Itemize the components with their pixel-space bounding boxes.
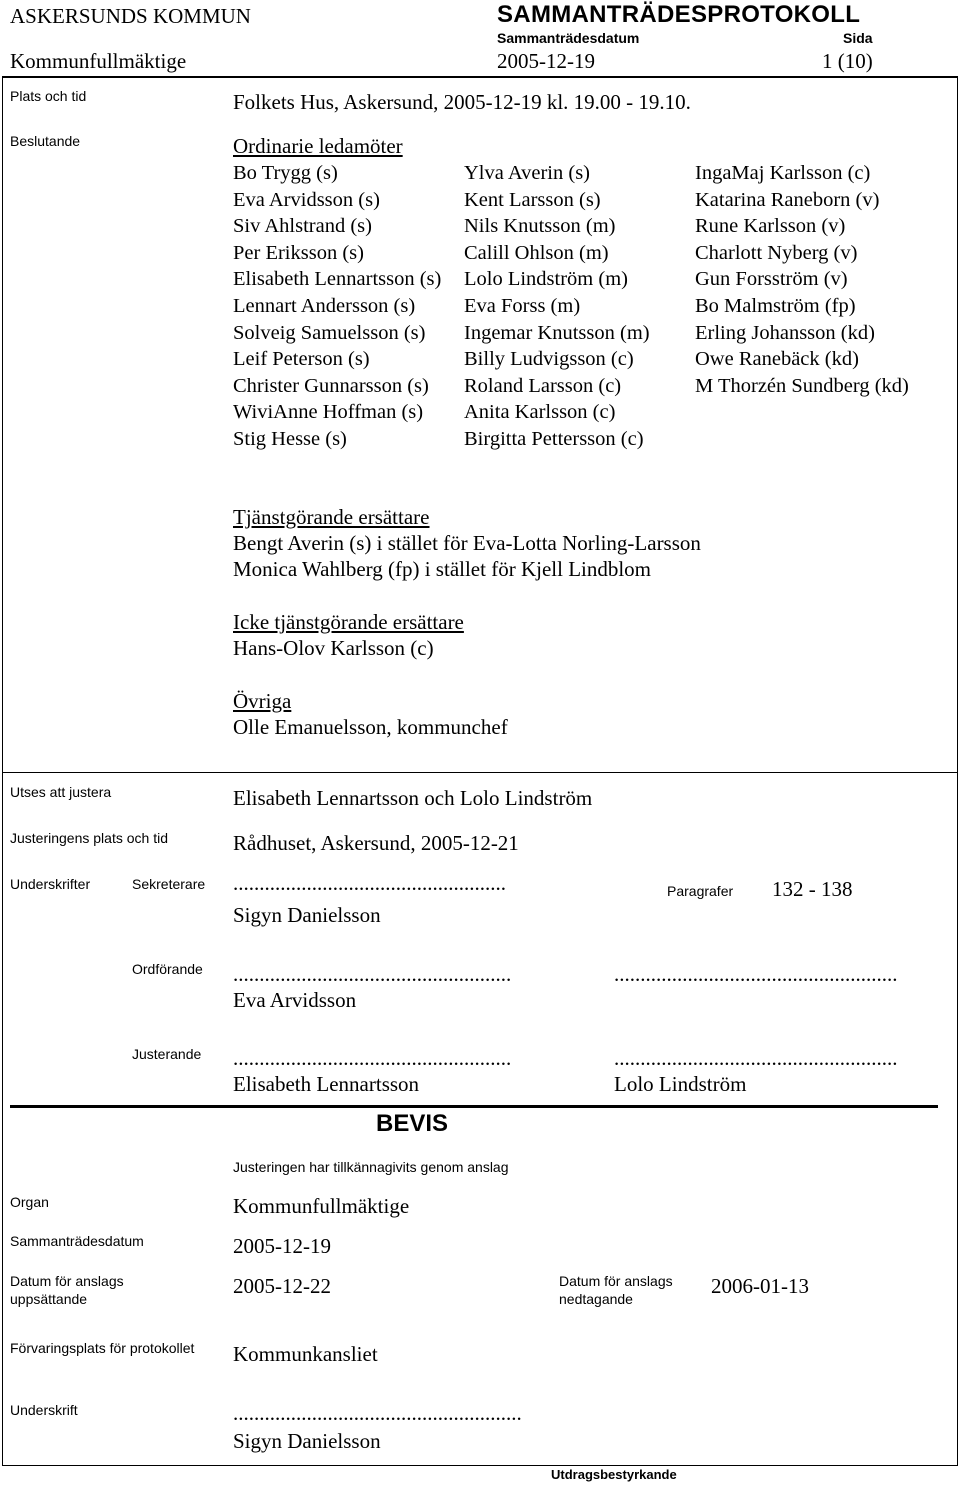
member-name: Birgitta Pettersson (c) xyxy=(464,427,644,450)
member-name: Lennart Andersson (s) xyxy=(233,294,416,317)
regular-members-heading: Ordinarie ledamöter xyxy=(233,134,403,158)
section-divider xyxy=(2,772,958,773)
chair-name: Eva Arvidsson xyxy=(233,988,357,1012)
signatures-label: Underskrifter xyxy=(10,876,91,892)
posted-label-line-1: Datum för anslags xyxy=(10,1273,124,1289)
serving-substitute-line: Bengt Averin (s) i stället för Eva-Lotta Norling-Larsson xyxy=(233,531,701,555)
signature-line: ....................................................... xyxy=(233,1401,522,1425)
date-column-label: Sammanträdesdatum xyxy=(497,30,640,46)
paragraphs-label: Paragrafer xyxy=(667,883,734,899)
removed-label-line-2: nedtagande xyxy=(559,1291,633,1307)
frame-bottom-border xyxy=(2,1465,958,1466)
nonserving-substitute-line: Hans-Olov Karlsson (c) xyxy=(233,636,434,660)
member-name: WiviAnne Hoffman (s) xyxy=(233,401,424,424)
member-name: Ylva Averin (s) xyxy=(464,162,591,184)
member-name: Anita Karlsson (c) xyxy=(464,401,616,424)
posted-label-line-2: uppsättande xyxy=(10,1291,88,1307)
member-name: Roland Larsson (c) xyxy=(464,374,622,397)
adjust-place-label: Justeringens plats och tid xyxy=(10,830,168,846)
adjuster-label: Justerande xyxy=(132,1046,202,1062)
member-name: Nils Knutsson (m) xyxy=(464,215,616,238)
secretary-name: Sigyn Danielsson xyxy=(233,903,381,927)
others-heading: Övriga xyxy=(233,689,292,713)
member-name: Elisabeth Lennartsson (s) xyxy=(233,268,442,291)
meeting-date: 2005-12-19 xyxy=(497,49,595,73)
member-name: Katarina Raneborn (v) xyxy=(695,188,880,211)
member-name: Per Eriksson (s) xyxy=(233,241,364,264)
member-name: IngaMaj Karlsson (c) xyxy=(695,162,871,184)
member-name: Bo Trygg (s) xyxy=(233,162,338,184)
place-label: Plats och tid xyxy=(10,88,87,104)
footer-certification: Utdragsbestyrkande xyxy=(551,1467,677,1482)
organ-value: Kommunfullmäktige xyxy=(233,1194,410,1218)
members-column-1 xyxy=(233,160,441,453)
secretary-label: Sekreterare xyxy=(132,876,206,892)
frame-right-border xyxy=(957,76,958,1466)
member-name: Ingemar Knutsson (m) xyxy=(464,321,650,344)
bevis-subtitle: Justeringen har tillkännagivits genom anslag xyxy=(233,1159,509,1175)
adjusters-label: Utses att justera xyxy=(10,784,112,800)
adjuster-signature-line: ..................................................... xyxy=(233,1046,512,1070)
member-name: Christer Gunnarsson (s) xyxy=(233,374,429,397)
storage-label: Förvaringsplats för protokollet xyxy=(10,1340,195,1356)
adjuster-signature-line-right: ...................................................... xyxy=(614,1046,898,1070)
member-name: Calill Ohlson (m) xyxy=(464,241,609,264)
page-number: 1 (10) xyxy=(822,49,873,73)
adjuster-name-1: Elisabeth Lennartsson xyxy=(233,1072,420,1096)
member-name: Eva Forss (m) xyxy=(464,294,581,317)
member-name: Erling Johansson (kd) xyxy=(695,321,875,344)
place-value: Folkets Hus, Askersund, 2005-12-19 kl. 19.00 - 19.10. xyxy=(233,90,691,114)
chair-label: Ordförande xyxy=(132,961,203,977)
member-name: Leif Peterson (s) xyxy=(233,348,370,371)
member-name: Billy Ludvigsson (c) xyxy=(464,348,634,371)
posted-value: 2005-12-22 xyxy=(233,1274,331,1298)
member-name: Owe Ranebäck (kd) xyxy=(695,348,859,371)
member-name: Eva Arvidsson (s) xyxy=(233,188,380,211)
bevis-date-label: Sammanträdesdatum xyxy=(10,1233,144,1249)
removed-label-line-1: Datum för anslags xyxy=(559,1273,673,1289)
body-name: Kommunfullmäktige xyxy=(10,49,187,73)
member-name: Siv Ahlstrand (s) xyxy=(233,215,372,238)
adjusters-value: Elisabeth Lennartsson och Lolo Lindström xyxy=(233,786,593,810)
others-line: Olle Emanuelsson, kommunchef xyxy=(233,715,508,739)
storage-value: Kommunkansliet xyxy=(233,1342,378,1366)
bevis-date-value: 2005-12-19 xyxy=(233,1234,331,1258)
signature-name: Sigyn Danielsson xyxy=(233,1429,381,1453)
member-name: Solveig Samuelsson (s) xyxy=(233,321,426,344)
member-name: Stig Hesse (s) xyxy=(233,427,347,450)
document-type-title: SAMMANTRÄDESPROTOKOLL xyxy=(497,1,861,28)
deciding-label: Beslutande xyxy=(10,133,81,149)
chair-signature-line: ..................................................... xyxy=(233,962,512,986)
nonserving-substitutes-heading: Icke tjänstgörande ersättare xyxy=(233,610,464,634)
serving-substitute-line: Monica Wahlberg (fp) i stället för Kjell Lindblom xyxy=(233,557,652,581)
member-name: Lolo Lindström (m) xyxy=(464,268,628,291)
serving-substitutes-heading: Tjänstgörande ersättare xyxy=(233,505,430,529)
paragraphs-value: 132 - 138 xyxy=(772,877,853,901)
secretary-signature-line: .................................................... xyxy=(233,871,506,895)
members-column-3 xyxy=(695,160,909,399)
organ-label: Organ xyxy=(10,1194,49,1210)
member-name: Rune Karlsson (v) xyxy=(695,215,846,238)
chair-signature-line-right: ...................................................... xyxy=(614,962,898,986)
signature-label: Underskrift xyxy=(10,1402,78,1418)
member-name: Bo Malmström (fp) xyxy=(695,294,856,317)
municipality-name: ASKERSUNDS KOMMUN xyxy=(10,4,251,28)
frame-left-border xyxy=(2,76,3,1466)
bevis-divider xyxy=(10,1105,938,1108)
member-name: Gun Forsström (v) xyxy=(695,268,848,291)
header-rule xyxy=(2,76,958,78)
member-name: Charlott Nyberg (v) xyxy=(695,241,858,264)
removed-value: 2006-01-13 xyxy=(711,1274,809,1298)
page-column-label: Sida xyxy=(843,30,873,46)
member-name: Kent Larsson (s) xyxy=(464,188,601,211)
member-name: M Thorzén Sundberg (kd) xyxy=(695,374,909,397)
adjuster-name-2: Lolo Lindström xyxy=(614,1072,747,1096)
members-column-2 xyxy=(464,160,650,453)
adjust-place-value: Rådhuset, Askersund, 2005-12-21 xyxy=(233,831,519,855)
bevis-title: BEVIS xyxy=(376,1110,449,1137)
